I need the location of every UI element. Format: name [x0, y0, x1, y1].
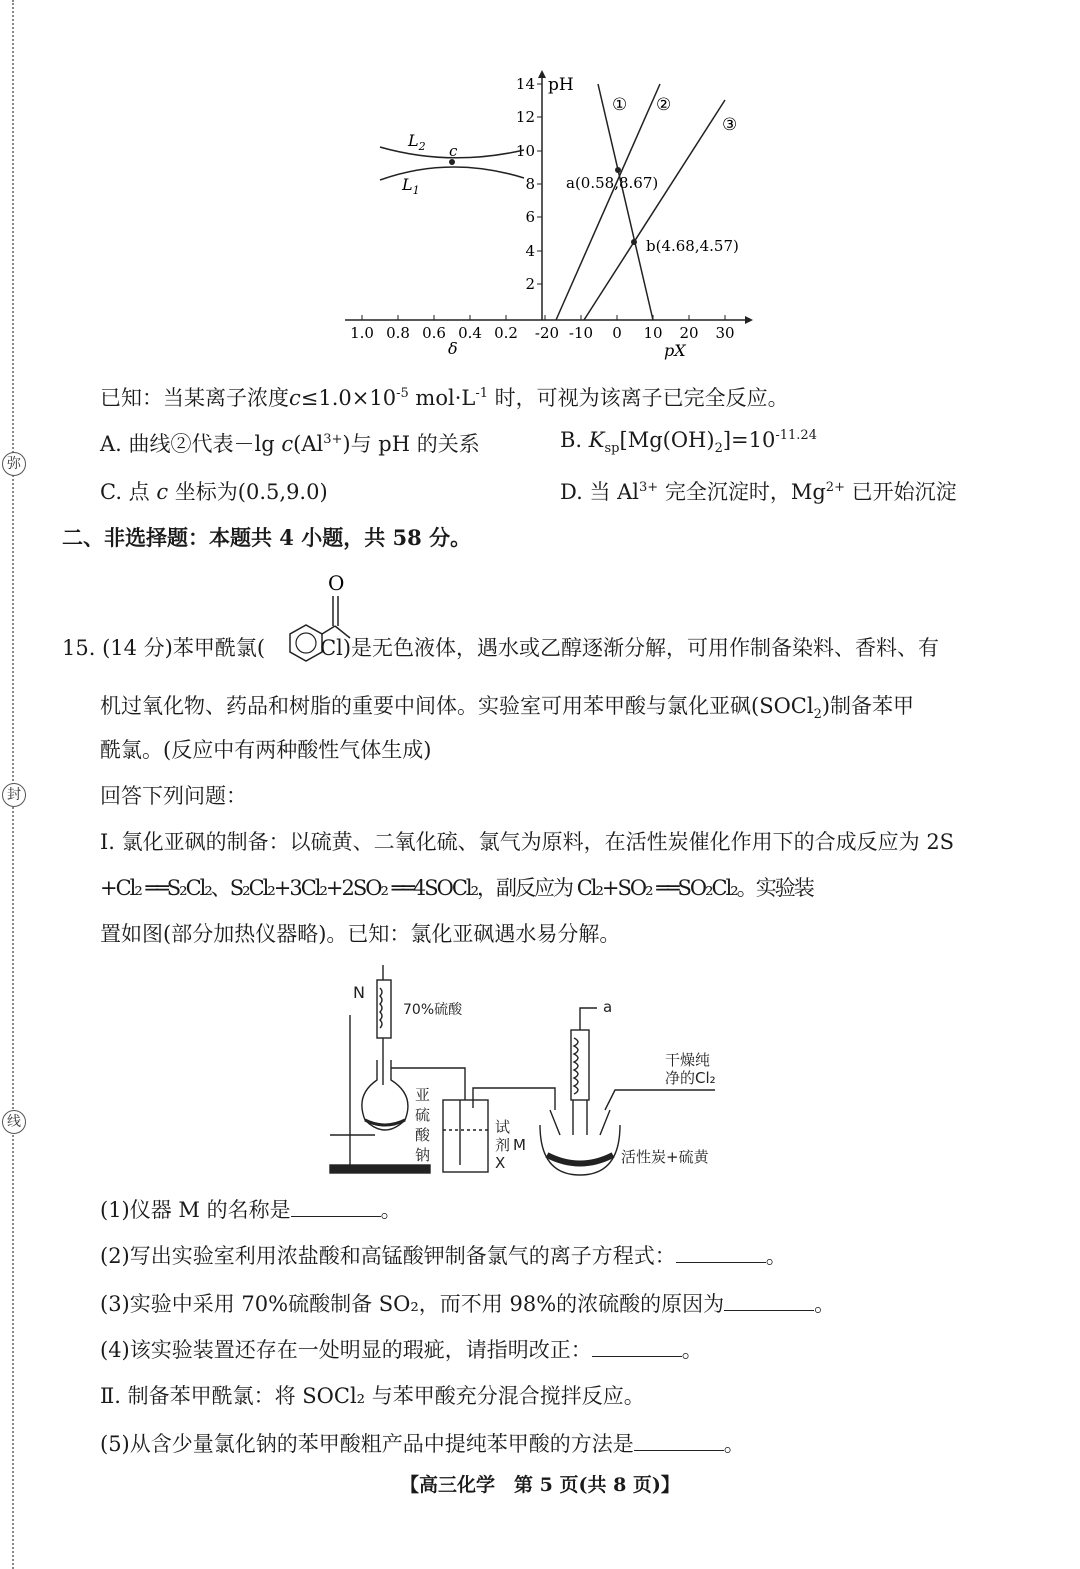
section-2-title: 二、非选择题：本题共 4 小题，共 58 分。 — [62, 525, 472, 550]
y-tick: 8 — [525, 175, 535, 193]
q15-line-6: +Cl₂ ══S₂Cl₂、S₂Cl₂+3Cl₂+2SO₂ ══4SOCl₂，副反应为 Cl₂+SO₂ ══SO₂Cl₂。实验装 — [100, 876, 813, 900]
q15-line-5: Ⅰ. 氯化亚砜的制备：以硫黄、二氧化硫、氯气为原料，在活性炭催化作用下的合成反应为 2S — [100, 830, 955, 854]
question-1: (1)仪器 M 的名称是 。 — [100, 1198, 402, 1222]
x-ticks-left — [350, 315, 518, 342]
y-tick: 4 — [525, 242, 535, 260]
question-5: (5)从含少量氯化钠的苯甲酸粗产品中提纯苯甲酸的方法是 。 — [100, 1432, 745, 1456]
answer-blank-2[interactable] — [676, 1244, 766, 1263]
dry-cl2-label: 干燥纯 净的Cl₂ — [665, 1051, 716, 1087]
option-b: B. $K_{sp}[Mg(OH)_2]=10^{-11.24}$ — [560, 428, 817, 457]
reagent-x-label: 试 剂 X — [495, 1118, 511, 1172]
question-4: (4)该实验装置还存在一处明显的瑕疵，请指明改正： 。 — [100, 1338, 703, 1362]
y-axis-arrow — [538, 70, 546, 78]
funnel-label-N: N — [353, 983, 365, 1002]
q15-line-4: 回答下列问题： — [100, 784, 247, 808]
point-c-label: c — [449, 142, 458, 160]
answer-blank-5[interactable] — [634, 1432, 724, 1451]
x-tick: 0.6 — [422, 324, 446, 342]
point-a-marker — [615, 167, 621, 173]
page-footer: 【高三化学 第 5 页(共 8 页)】 — [400, 1474, 680, 1496]
option-d: D. 当 $Al^{3+}$ 完全沉淀时，$Mg^{2+}$ 已开始沉淀 — [560, 480, 957, 504]
answer-blank-3[interactable] — [724, 1292, 814, 1311]
point-b-label: b(4.68,4.57) — [646, 237, 739, 255]
x-tick: 0 — [612, 324, 622, 342]
point-b-marker — [631, 239, 637, 245]
q15-line-3: 酰氯。(反应中有两种酸性气体生成) — [100, 738, 432, 762]
x-tick: -20 — [534, 324, 560, 342]
acid-label: 70%硫酸 — [403, 1002, 463, 1018]
x-tick: 1.0 — [350, 324, 374, 342]
x-axis-arrow — [745, 316, 753, 324]
oxygen-label: O — [328, 571, 345, 595]
answer-blank-1[interactable] — [291, 1198, 381, 1217]
curve-1-label: ① — [612, 95, 628, 115]
y-ticks — [516, 75, 542, 293]
ph-graph — [330, 70, 760, 370]
curve-3-label: ③ — [722, 115, 738, 135]
instrument-M-label: M — [513, 1136, 526, 1154]
answer-blank-4[interactable] — [592, 1338, 682, 1357]
y-tick: 2 — [525, 275, 535, 293]
option-a: A. 曲线②代表－lg $c(Al^{3+})$与 pH 的关系 — [100, 432, 480, 456]
x-tick: 0.2 — [494, 324, 518, 342]
x-ticks-right — [535, 315, 735, 342]
question-3: (3)实验中采用 70%硫酸制备 SO₂，而不用 98%的浓硫酸的原因为 。 — [100, 1292, 836, 1316]
y-tick: 6 — [525, 208, 535, 226]
x-tick: -10 — [568, 324, 594, 342]
y-tick: 10 — [515, 142, 535, 160]
x-axis-label-px: pX — [664, 341, 686, 360]
q15-line-2: 机过氧化物、药品和树脂的重要中间体。实验室可用苯甲酸与氯化亚砜(SOCl$_2$)制备苯甲 — [100, 694, 915, 723]
q15-line-1: 15. (14 分)苯甲酰氯( Cl)是无色液体，遇水或乙醇逐渐分解，可用作制备染料、香料、有 — [62, 636, 940, 660]
option-c: C. 点 c 坐标为(0.5,9.0) — [100, 480, 328, 504]
outlet-a-label: a — [603, 998, 613, 1016]
x-tick: 0.4 — [458, 324, 482, 342]
y-axis-label: pH — [548, 75, 574, 95]
point-a-label: a(0.58,8.67) — [566, 174, 659, 192]
x-tick: 10 — [643, 324, 663, 342]
seal-xian: 线 — [2, 1110, 26, 1134]
q15-line-7: 置如图(部分加热仪器略)。已知：氯化亚砜遇水易分解。 — [100, 922, 621, 946]
question-2: (2)写出实验室利用浓盐酸和高锰酸钾制备氯气的离子方程式： 。 — [100, 1244, 787, 1268]
apparatus-diagram — [325, 960, 745, 1182]
na2so3-label: 亚 硫 酸 钠 — [415, 1086, 431, 1164]
y-tick: 12 — [515, 108, 535, 126]
label-L2: $L_2$ — [408, 131, 426, 153]
seal-feng: 封 — [2, 783, 26, 807]
seal-mi: 弥 — [2, 452, 26, 476]
x-tick: 20 — [679, 324, 699, 342]
label-L1: $L_1$ — [402, 175, 420, 197]
known-condition: 已知：当某离子浓度$c\le 1.0\times 10^{-5}$ $mol\cdot L^{-1}$ 时，可视为该离子已完全反应。 — [100, 386, 789, 410]
x-tick: 0.8 — [386, 324, 410, 342]
part-2-heading: Ⅱ. 制备苯甲酰氯：将 SOCl₂ 与苯甲酸充分混合搅拌反应。 — [100, 1384, 645, 1408]
y-tick: 14 — [515, 75, 535, 93]
carbon-sulfur-label: 活性炭+硫黄 — [621, 1148, 709, 1166]
x-axis-label-delta: δ — [448, 339, 458, 358]
x-tick: 30 — [715, 324, 735, 342]
curve-2-label: ② — [656, 95, 672, 115]
